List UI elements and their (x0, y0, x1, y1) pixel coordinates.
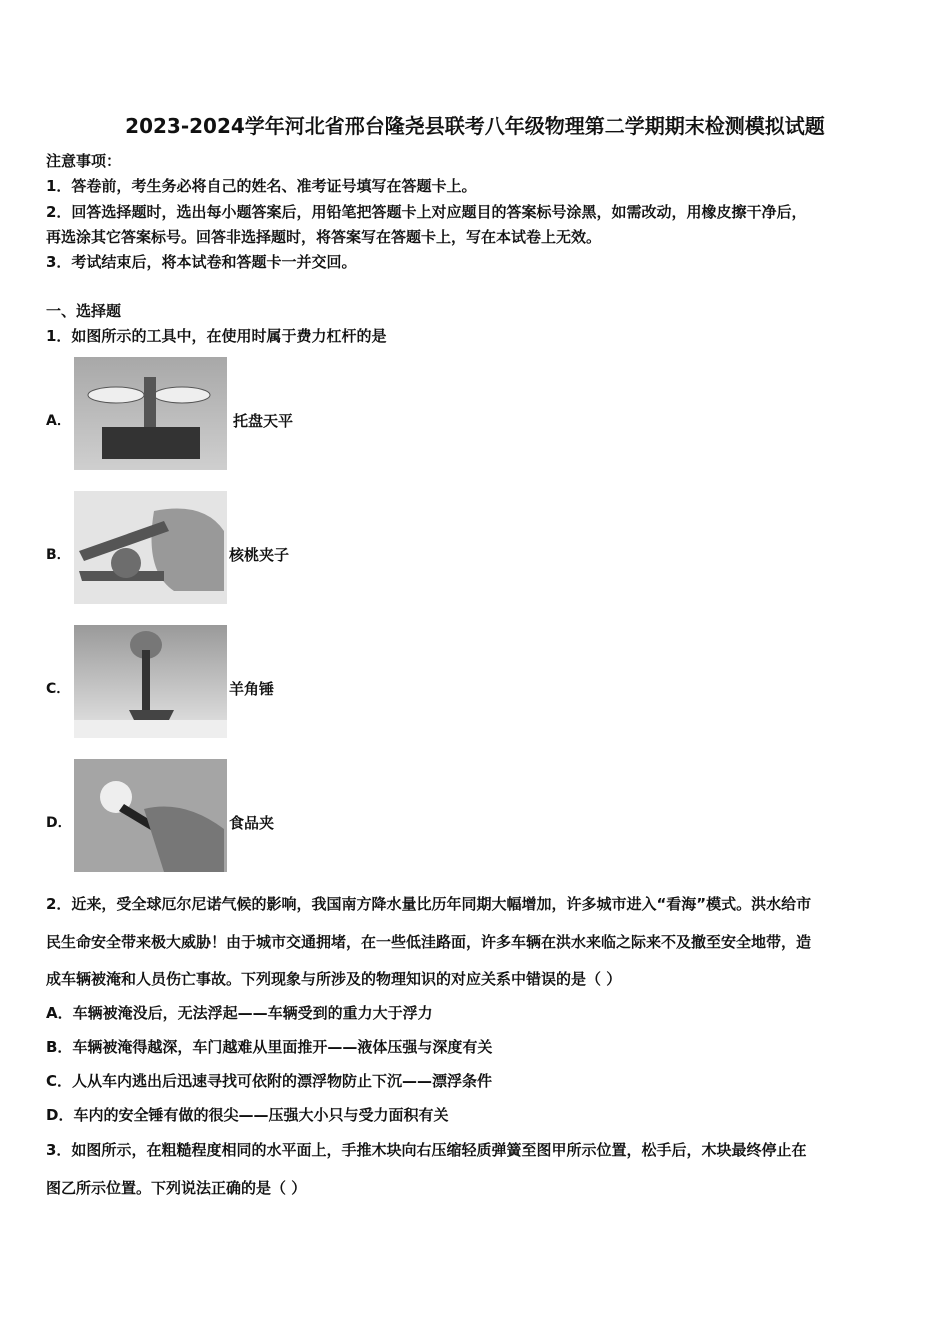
question-2-line: 2．近来，受全球厄尔尼诺气候的影响，我国南方降水量比历年同期大幅增加，许多城市进入“看海”模式。洪水给市 (46, 895, 812, 913)
question-3-line: 3．如图所示，在粗糙程度相同的水平面上，手推木块向右压缩轻质弹簧至图甲所示位置，松手后，木块最终停止在 (46, 1141, 807, 1159)
section-heading: 一、选择题 (46, 302, 122, 320)
option-b-label: B． (46, 547, 71, 563)
note-line: 1．答卷前，考生务必将自己的姓名、准考证号填写在答题卡上。 (46, 177, 477, 195)
question-2-line: 民生命安全带来极大威胁！由于城市交通拥堵，在一些低洼路面，许多车辆在洪水来临之际来不及撤至安全地带，造 (46, 933, 812, 951)
question-2-line: 成车辆被淹和人员伤亡事故。下列现象与所涉及的物理知识的对应关系中错误的是（ ） (46, 970, 622, 988)
question-3-line: 图乙所示位置。下列说法正确的是（ ） (46, 1179, 307, 1197)
option-d-caption: 食品夹 (229, 814, 275, 832)
question-2-option-a: A．车辆被淹没后，无法浮起——车辆受到的重力大于浮力 (46, 1004, 433, 1022)
question-1-stem: 1．如图所示的工具中，在使用时属于费力杠杆的是 (46, 327, 387, 345)
option-c-label: C． (46, 681, 71, 697)
nutcracker-image (74, 491, 227, 604)
question-2-option-c: C．人从车内逃出后迅速寻找可依附的漂浮物防止下沉——漂浮条件 (46, 1072, 493, 1090)
option-a-caption: 托盘天平 (233, 412, 294, 430)
option-d-label: D． (46, 815, 72, 831)
note-line: 再选涂其它答案标号。回答非选择题时，将答案写在答题卡上，写在本试卷上无效。 (46, 228, 602, 246)
notes-heading: 注意事项： (46, 152, 122, 170)
note-line: 2．回答选择题时，选出每小题答案后，用铅笔把答题卡上对应题目的答案标号涂黑，如需改动，用橡皮擦干净后， (46, 203, 807, 221)
food-tongs-image (74, 759, 227, 872)
option-a-label: A． (46, 413, 71, 429)
note-line: 3．考试结束后，将本试卷和答题卡一并交回。 (46, 253, 357, 271)
question-2-option-b: B．车辆被淹得越深，车门越难从里面推开——液体压强与深度有关 (46, 1038, 493, 1056)
claw-hammer-image (74, 625, 227, 738)
option-c-caption: 羊角锤 (229, 680, 275, 698)
option-b-caption: 核桃夹子 (229, 546, 290, 564)
balance-scale-image (74, 357, 227, 470)
page-title: 2023-2024学年河北省邢台隆尧县联考八年级物理第二学期期末检测模拟试题 (125, 114, 825, 138)
question-2-option-d: D．车内的安全锤有做的很尖——压强大小只与受力面积有关 (46, 1106, 449, 1124)
